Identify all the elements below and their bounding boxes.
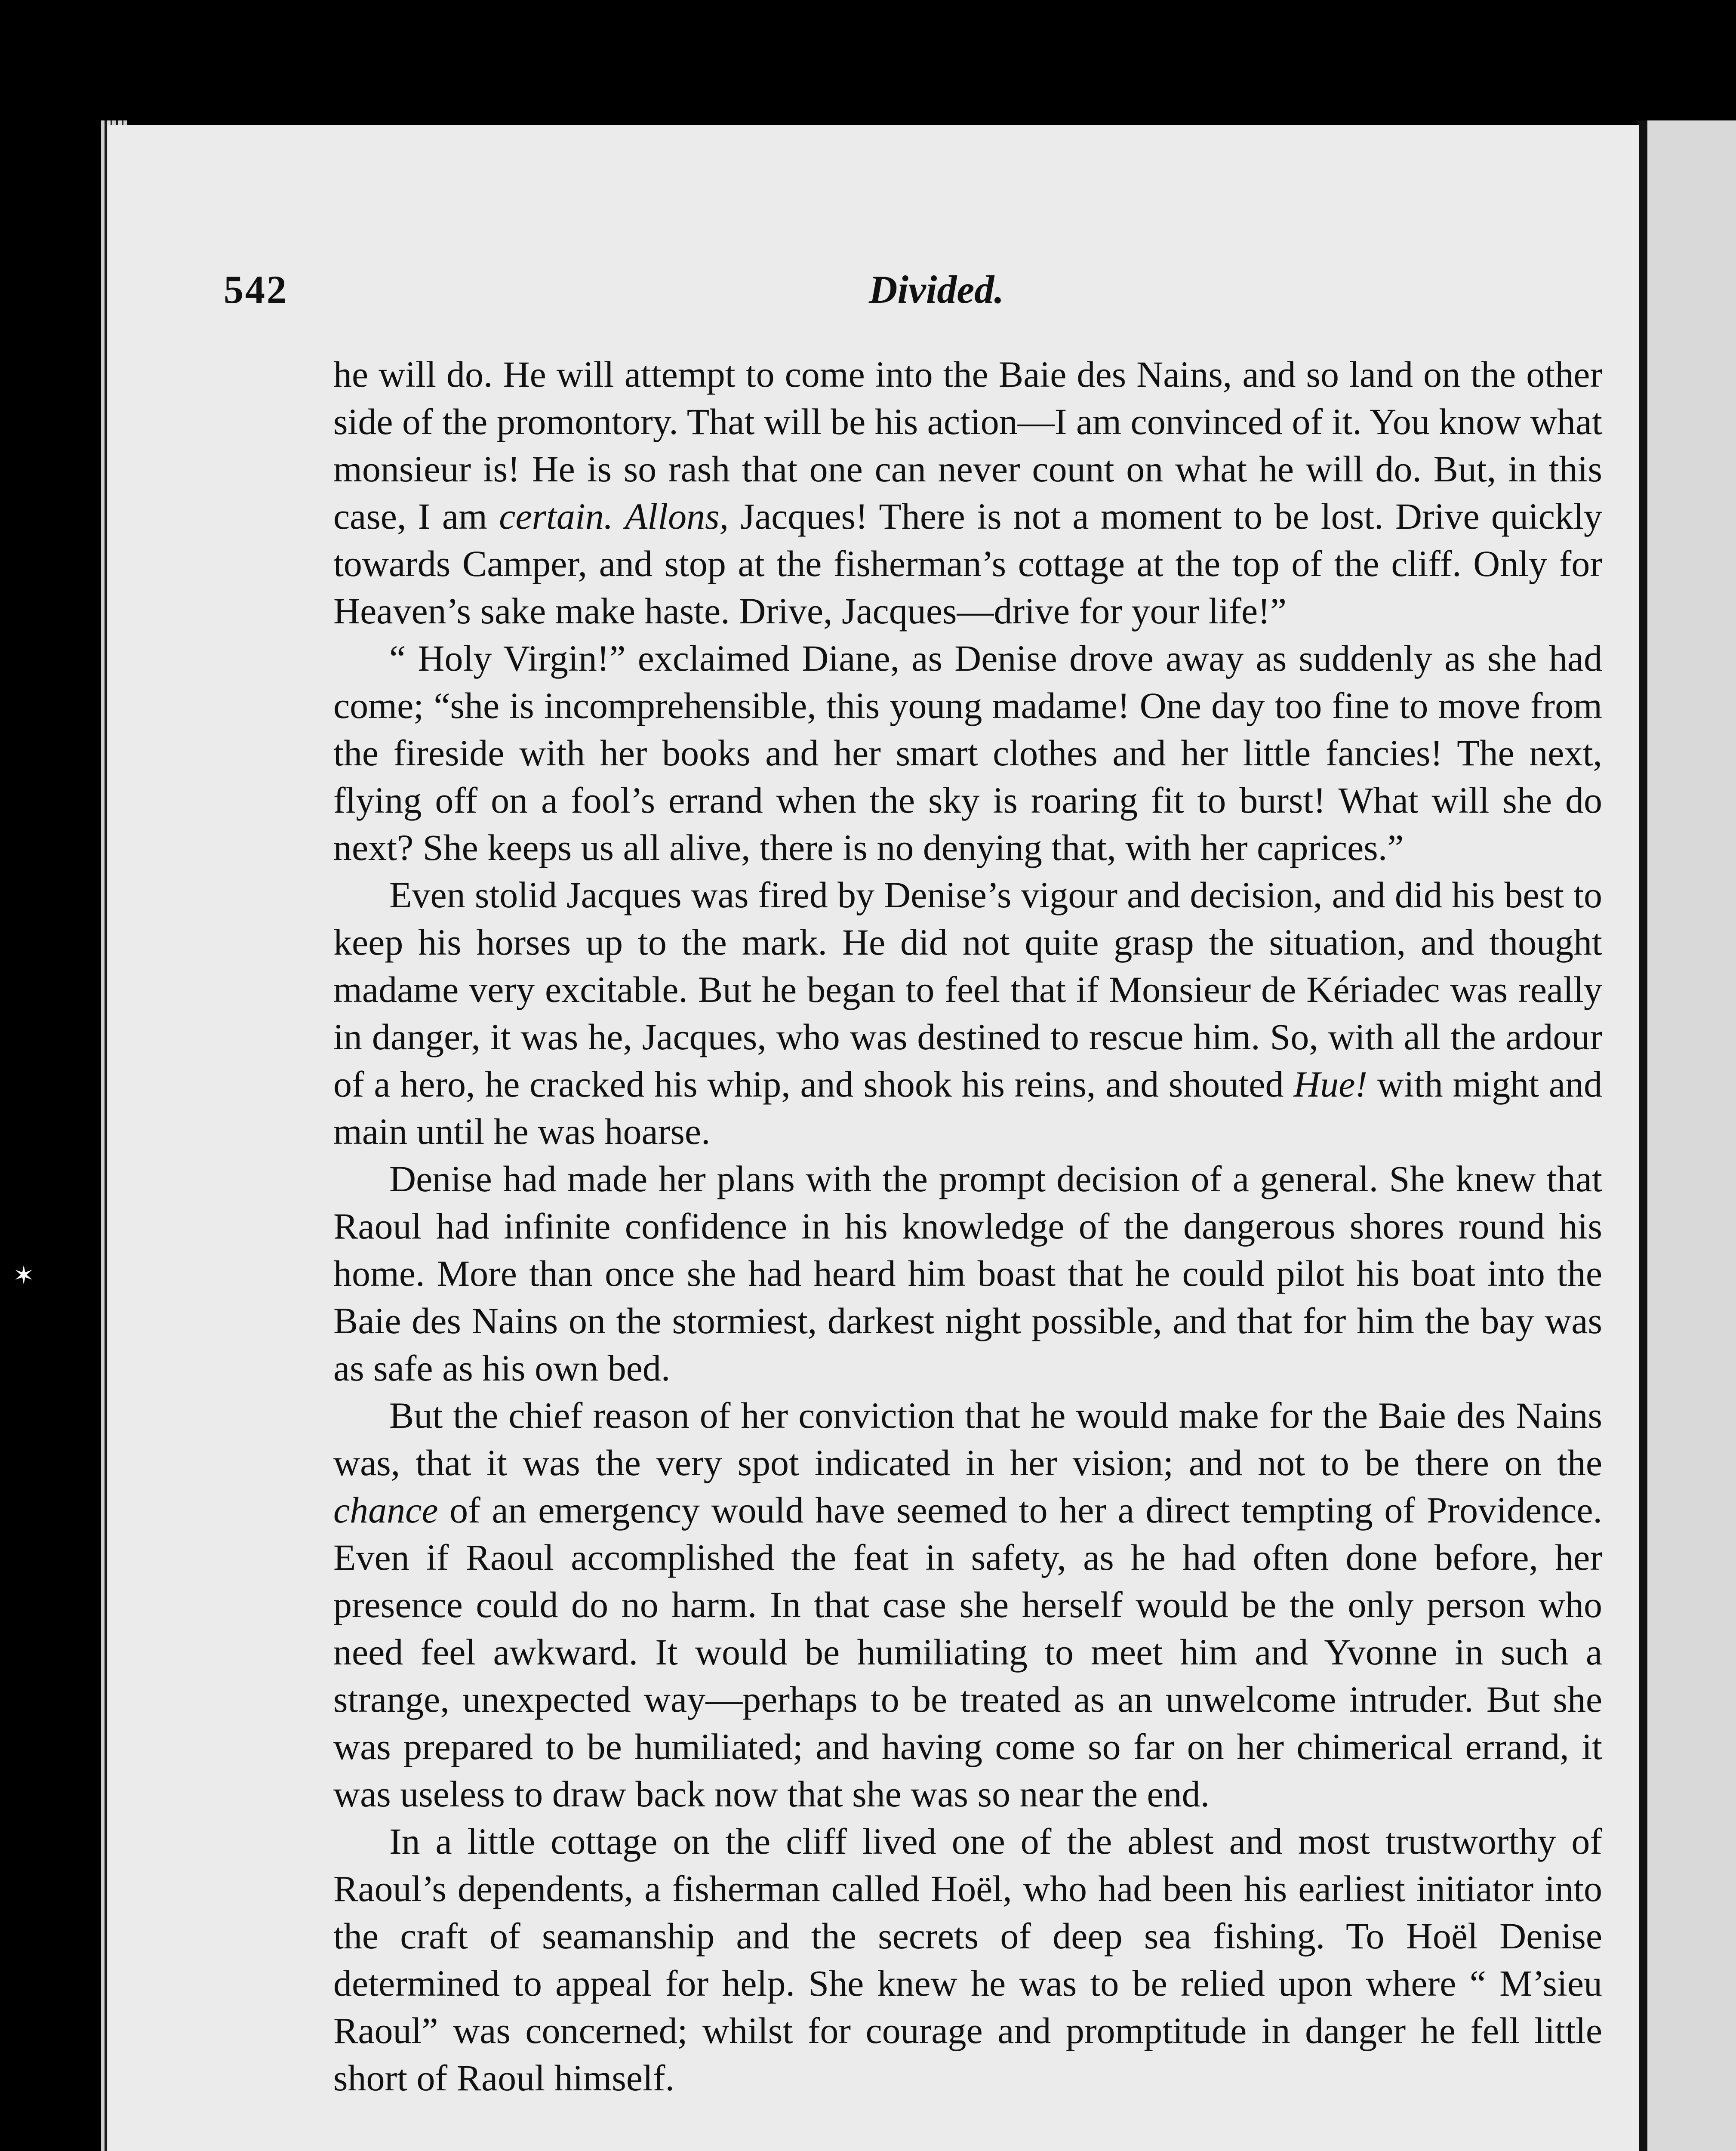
- text-run: In a little cottage on the cliff lived one of the ablest and most trustworthy of Raoul’s dependents, a fisherman called Hoël, who had been his earliest initiator into the craft of seamanship and the secrets of deep sea fishing. To Hoël Denise determined to appeal for help. She knew he was to be relied upon where “ M’sieu Raoul” was concerned; whilst for courage and promptitude in danger he fell little short of Raoul himself.: [333, 1821, 1602, 2099]
- paragraph: [333, 1818, 1602, 2102]
- facing-page-edge: [1647, 120, 1736, 2151]
- italic-text: certain.: [499, 496, 613, 537]
- paragraph: [333, 1392, 1602, 1818]
- text-run: Denise had made her plans with the prompt decision of a general. She knew that Raoul had infinite confidence in his knowledge of the dangerous shores round his home. More than once she had heard him boast that he could pilot his boat into the Baie des Nains on the stormiest, darkest night possible, and that for him the bay was as safe as his own bed.: [333, 1158, 1602, 1389]
- text-run: Jacques! There is not a moment to be lost. Drive quickly towards Camper, and stop at the fisherman’s cottage at the top of the cliff. Only for Heaven’s sake make haste. Drive, Jacques—drive for your life!”: [333, 496, 1602, 632]
- text-run: But the chief reason of her conviction that he would make for the Baie des Nains was, that it was the very spot indicated in her vision; and not to be there on the: [333, 1395, 1602, 1483]
- text-run: he will do. He will attempt to come into the Baie des Nains, and so land on the other side of the promontory. That will be his action—I am convinced of it. You know what monsieur is! He is so rash that one can never count on what he will do. But, in this case, I am: [333, 354, 1602, 537]
- paragraph: [333, 871, 1602, 1155]
- text-run: of an emergency would have seemed to her a direct tempting of Providence. Even if Raoul accomplished the feat in safety, as he had often done before, her presence could do no harm. In that case she herself would be the only person who need feel awkward. It would be humiliating to meet him and Yvonne in such a strange, unexpected way—perhaps to be treated as an unwelcome intruder. But she was prepared to be humiliated; and having come so far on her chimerical errand, it was useless to draw back now that she was so near the end.: [333, 1489, 1602, 1815]
- italic-text: Allons,: [625, 496, 729, 537]
- italic-text: chance: [333, 1489, 438, 1531]
- text-run: “ Holy Virgin!” exclaimed Diane, as Denise drove away as suddenly as she had come; “she is incomprehensible, this young madame! One day too fine to move from the fireside with her books and her smart clothes and her little fancies! The next, flying off on a fool’s errand when the sky is roaring fit to burst! What will she do next? She keeps us all alive, there is no denying that, with her caprices.”: [333, 638, 1602, 868]
- paragraph: [333, 1155, 1602, 1392]
- text-run: Even stolid Jacques was fired by Denise’s vigour and decision, and did his best to keep his horses up to the mark. He did not quite grasp the situation, and thought madame very excitable. But he began to feel that if Monsieur de Kériadec was really in danger, it was he, Jacques, who was destined to rescue him. So, with all the ardour of a hero, he cracked his whip, and shook his reins, and shouted: [333, 874, 1602, 1105]
- text-run: with might and main until he was hoarse.: [333, 1063, 1602, 1152]
- italic-text: Hue!: [1293, 1063, 1368, 1105]
- scan-speck-mark: ✶: [13, 1261, 35, 1290]
- paragraph: [333, 351, 1602, 635]
- running-title: Divided.: [869, 268, 1004, 311]
- page-number: 542: [224, 268, 288, 311]
- body-text: [333, 351, 1602, 2102]
- page-header: [224, 267, 1600, 331]
- paragraph: [333, 635, 1602, 871]
- text-run: [613, 496, 625, 537]
